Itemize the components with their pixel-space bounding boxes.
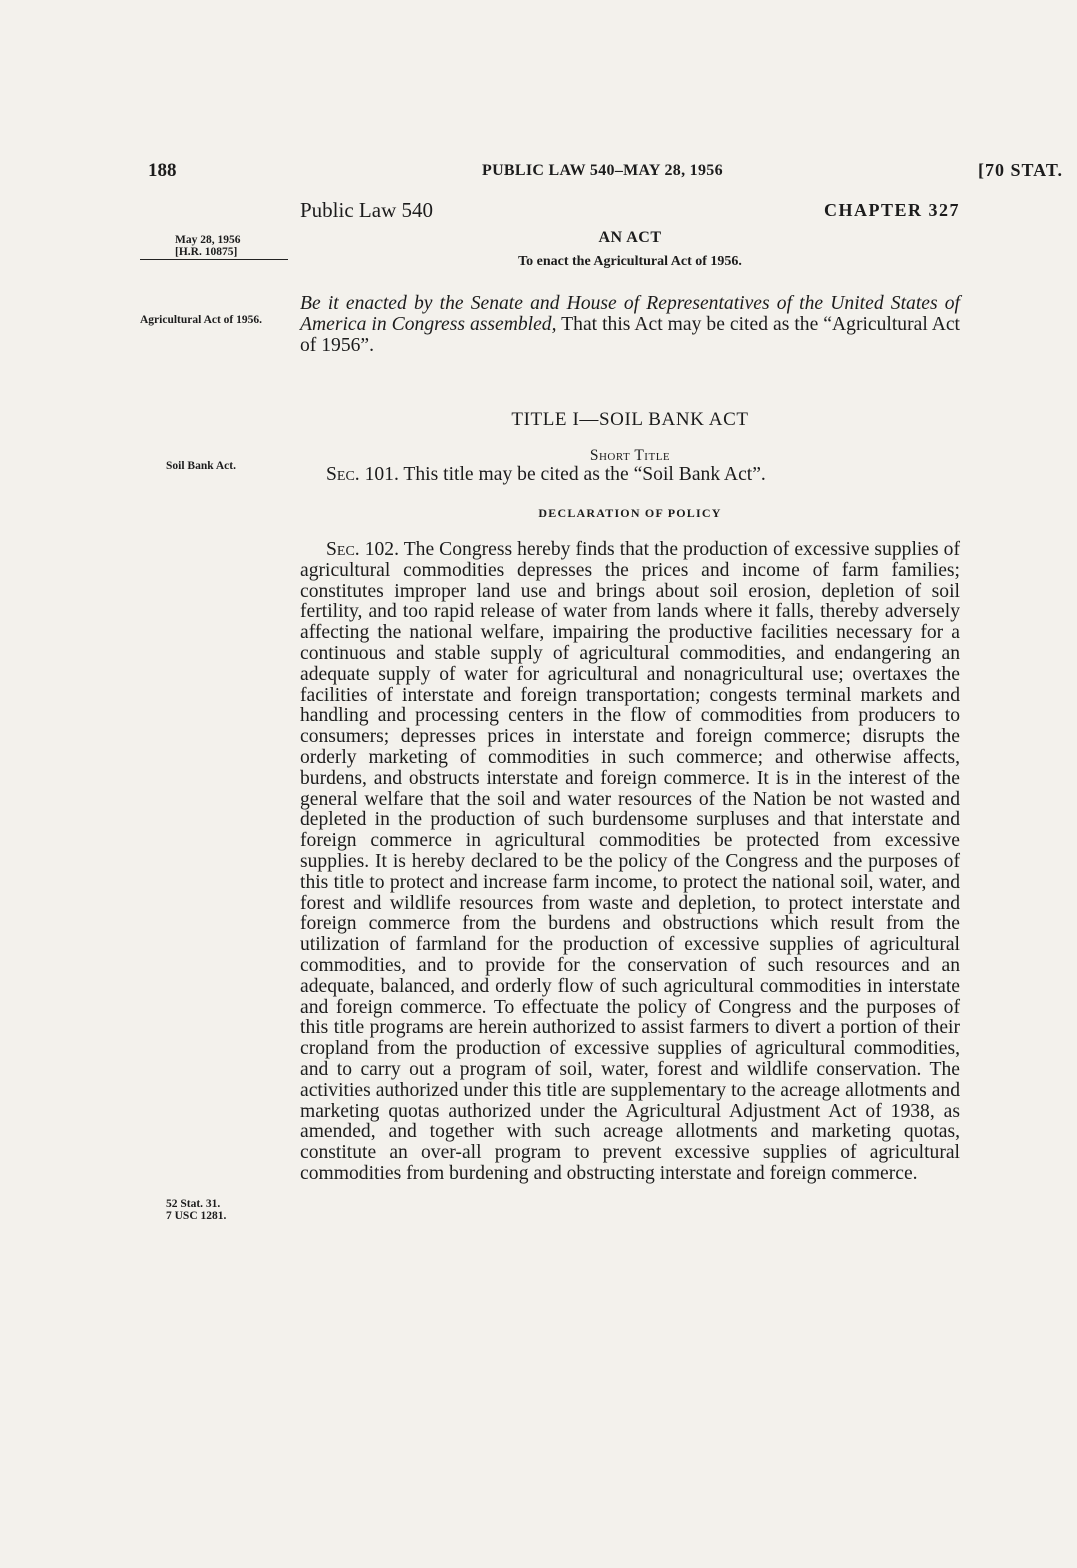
section-101 <box>300 465 960 486</box>
section-101-label: Sec. 101. <box>326 464 399 485</box>
usc-reference: 7 USC 1281. <box>166 1210 227 1222</box>
an-act-heading: AN ACT <box>598 229 662 246</box>
margin-note-statute-references <box>140 1198 316 1222</box>
act-purpose: To enact the Agricultural Act of 1956. <box>518 254 742 269</box>
margin-note-soil-bank: Soil Bank Act. <box>166 460 236 472</box>
margin-note-date <box>140 234 290 260</box>
section-102-text: The Congress hereby finds that the production of excessive supplies of agricultural commodities depresses the prices and income of farm families; constitutes improper land use and brings about soil erosion, depletion of soil fertility, and too rapid release of water from lands where it falls, thereby adversely affecting the national welfare, impairing the productive facilities necessary for a continuous and stable supply of agricultural commodities, and endangering an adequate supply of water for agricultural and nonagricultural use; overtaxes the facilities of interstate and foreign transportation; congests terminal markets and handling and processing centers in the flow of commodities from producers to consumers; depresses prices in interstate and foreign commerce; disrupts the orderly marketing of commodities in such commerce; and otherwise affects, burdens, and obstructs interstate and foreign commerce. It is in the interest of the general welfare that the soil and water resources of the Nation be not wasted and depleted in the production of such burdensome surpluses and that interstate and foreign commerce in agricultural commodities be protected from excessive supplies. It is hereby declared to be the policy of the Congress and the purposes of this title to protect and increase farm income, to protect the national soil, water, and forest and wildlife resources from waste and depletion, to protect interstate and foreign commerce from the burdens and obstructions which result from the utilization of farmland for the production of excessive supplies of agricultural commodities, and to provide for the conservation of such resources and an adequate, balanced, and orderly flow of such agricultural commodities in interstate and foreign commerce. To effectuate the policy of Congress and the purposes of this title programs are herein authorized to assist farmers to divert a portion of their cropland from the production of excessive supplies of agricultural commodities, and to carry out a program of soil, water, forest and wildlife conservation. The activities authorized under this title are supplementary to the acreage allotments and marketing quotas authorized under the Agricultural Adjustment Act of 1938, as amended, and together with such acreage allotments and marketing quotas, constitute an over-all program to prevent excessive supplies of agricultural commodities from burdening and obstructing interstate and foreign commerce. <box>300 539 961 1184</box>
margin-bill-number: [H.R. 10875] <box>175 246 238 258</box>
page-number: 188 <box>148 160 177 181</box>
section-102 <box>300 540 960 1185</box>
enacting-clause <box>300 294 960 356</box>
public-law-line <box>300 198 960 224</box>
running-title: PUBLIC LAW 540–MAY 28, 1956 <box>482 162 723 179</box>
margin-date: May 28, 1956 <box>175 234 241 246</box>
section-102-label: Sec. 102. <box>326 539 400 560</box>
enacting-clause-italic: Be it enacted by the Senate and House of Representatives of the United States of America in Congress assembled, <box>300 293 960 335</box>
section-101-text: This title may be cited as the “Soil Bank Act”. <box>398 464 766 485</box>
margin-divider <box>140 259 288 260</box>
short-title-heading: Short Title <box>589 447 671 464</box>
declaration-heading: DECLARATION OF POLICY <box>538 506 722 520</box>
title-heading: TITLE I—SOIL BANK ACT <box>511 409 749 430</box>
margin-note-agricultural-act: Agricultural Act of 1956. <box>140 314 263 326</box>
stat-reference: 52 Stat. 31. <box>166 1198 221 1210</box>
statute-volume: [70 STAT. <box>977 160 1063 180</box>
chapter-number: CHAPTER 327 <box>823 200 960 220</box>
running-head <box>148 160 1063 186</box>
enacting-clause-text: That this Act may be cited as the “Agricultural Act of 1956”. <box>300 313 960 356</box>
public-law-number: Public Law 540 <box>300 198 433 222</box>
